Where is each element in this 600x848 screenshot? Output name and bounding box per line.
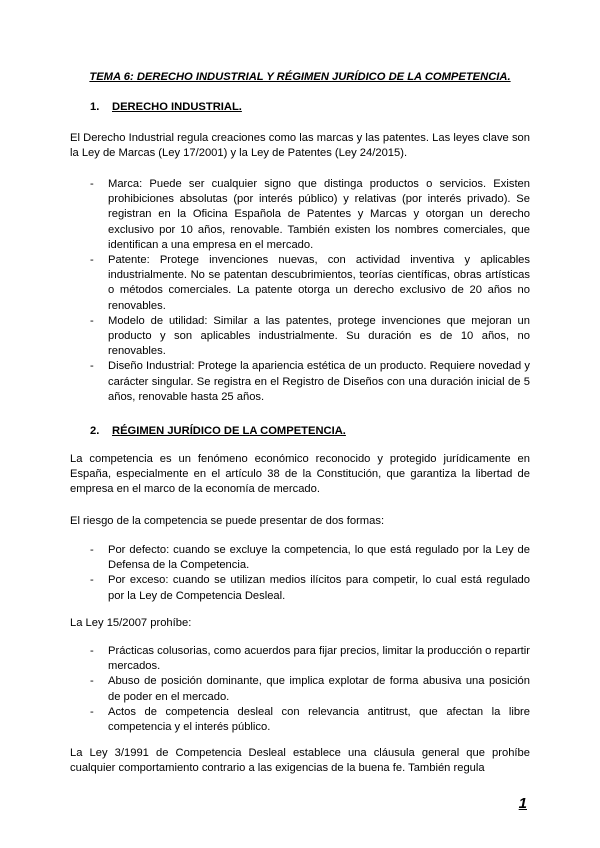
page-number: 1 [518, 795, 527, 812]
section-1-title: DERECHO INDUSTRIAL. [112, 101, 242, 113]
section-1-number: 1. [90, 101, 100, 113]
risk-list [70, 543, 530, 604]
list-item: - Por defecto: cuando se excluye la competencia, lo que está regulado por la Ley de Defensa de la Competencia. [70, 543, 530, 573]
list-item: - Por exceso: cuando se utilizan medios ilícitos para competir, lo cual está regulado por la Ley de Competencia Desleal. [70, 573, 530, 603]
section-2-heading [90, 424, 346, 439]
law-list [70, 644, 530, 735]
risk-intro: El riesgo de la competencia se puede presentar de dos formas: [70, 515, 385, 527]
list-item: - Patente: Protege invenciones nuevas, con actividad inventiva y aplicables industrialmente. No se patentan descubrimientos, teorías científicas, obras artísticas o métodos comerciales. La patente otorga un derecho exclusivo de 20 años no renovables. [70, 253, 530, 314]
list-item: - Actos de competencia desleal con relevancia antitrust, que afectan la libre competencia y el interés público. [70, 705, 530, 735]
section-2-title: RÉGIMEN JURÍDICO DE LA COMPETENCIA. [112, 425, 346, 437]
section-2-intro: La competencia es un fenómeno económico reconocido y protegido jurídicamente en España, especialmente en el artículo 38 de la Constitución, que garantiza la libertad de empresa en el marco de la economía de mercado. [70, 453, 530, 496]
list-item: - Marca: Puede ser cualquier signo que distinga productos o servicios. Existen prohibiciones absolutas (por interés público) y relativas (por interés privado). Se registran en la Oficina Española de Patentes y Marcas y otorgan un derecho exclusivo por 10 años, renovable. También existen los nombres comerciales, que identifican a una empresa en el mercado. [70, 177, 530, 253]
list-item: - Modelo de utilidad: Similar a las patentes, protege invenciones que mejoran un producto y son aplicables industrialmente. Su duración es de 10 años, no renovables. [70, 314, 530, 360]
section-1-heading [90, 100, 242, 115]
law-intro: La Ley 15/2007 prohíbe: [70, 617, 192, 629]
list-item: - Abuso de posición dominante, que implica explotar de forma abusiva una posición de poder en el mercado. [70, 674, 530, 704]
section-1-intro: El Derecho Industrial regula creaciones como las marcas y las patentes. Las leyes clave son la Ley de Marcas (Ley 17/2001) y la Ley de Patentes (Ley 24/2015). [70, 132, 530, 160]
section-1-list [70, 177, 530, 405]
closing-paragraph: La Ley 3/1991 de Competencia Desleal establece una cláusula general que prohíbe cualquier comportamiento contrario a las exigencias de la buena fe. También regula [70, 747, 530, 775]
list-item: - Diseño Industrial: Protege la apariencia estética de un producto. Requiere novedad y carácter singular. Se registra en el Registro de Diseños con una duración inicial de 5 años, renovable hasta 25 años. [70, 359, 530, 405]
list-item: - Prácticas colusorias, como acuerdos para fijar precios, limitar la producción o repartir mercados. [70, 644, 530, 674]
document-title: TEMA 6: DERECHO INDUSTRIAL Y RÉGIMEN JURÍDICO DE LA COMPETENCIA. [89, 71, 511, 83]
section-2-number: 2. [90, 425, 100, 437]
